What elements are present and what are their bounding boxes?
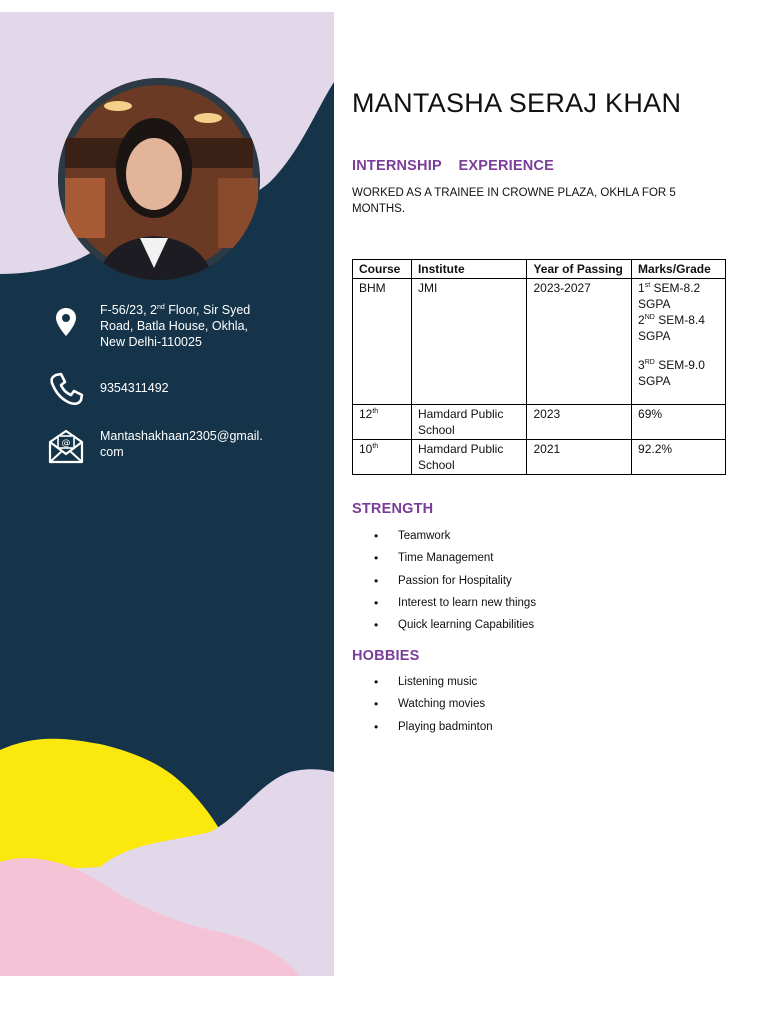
- list-item: • Passion for Hospitality: [352, 573, 536, 595]
- table-row: [353, 405, 726, 440]
- table-row: [353, 279, 726, 405]
- list-item: • Playing badminton: [352, 719, 493, 741]
- sidebar: [0, 12, 334, 976]
- list-item: • Watching movies: [352, 696, 493, 718]
- phone-text: 9354311492: [100, 381, 169, 395]
- internship-heading: INTERNSHIP EXPERIENCE: [352, 158, 554, 174]
- list-item: • Listening music: [352, 674, 493, 696]
- table-header-row: [353, 260, 726, 279]
- table-row: [353, 440, 726, 475]
- strength-list: [352, 528, 536, 639]
- email-text: Mantashakhaan2305@gmail. com: [100, 429, 263, 459]
- course-cell: 10th: [353, 440, 412, 475]
- course-cell: 12th: [353, 405, 412, 440]
- address-text: F-56/23, 2nd Floor, Sir Syed Road, Batla House, Okhla, New Delhi-110025: [100, 303, 251, 349]
- institute-cell: Hamdard Public School: [411, 440, 527, 475]
- strength-heading: STRENGTH: [352, 501, 434, 517]
- institute-cell: JMI: [411, 279, 527, 405]
- contact-email: [46, 426, 280, 466]
- email-icon: [46, 426, 86, 466]
- grade-cell: 1st SEM-8.2 SGPA 2ND SEM-8.4 SGPA 3RD SEM-9.0 SGPA: [632, 279, 726, 405]
- list-item: • Quick learning Capabilities: [352, 617, 536, 639]
- internship-text: WORKED AS A TRAINEE IN CROWNE PLAZA, OKHLA FOR 5 MONTHS.: [352, 187, 676, 215]
- education-table: [352, 259, 726, 475]
- list-item: • Interest to learn new things: [352, 595, 536, 617]
- grade-cell: 92.2%: [632, 440, 726, 475]
- header-year: Year of Passing: [527, 260, 632, 279]
- institute-cell: Hamdard Public School: [411, 405, 527, 440]
- hobbies-heading: HOBBIES: [352, 648, 420, 664]
- phone-icon: [46, 369, 86, 409]
- header-grade: Marks/Grade: [632, 260, 726, 279]
- grade-cell: 69%: [632, 405, 726, 440]
- list-item: • Time Management: [352, 550, 536, 572]
- year-cell: 2021: [527, 440, 632, 475]
- contact-address: [46, 302, 280, 350]
- header-course: Course: [353, 260, 412, 279]
- location-icon: [46, 302, 86, 342]
- hobbies-list: [352, 674, 493, 741]
- course-cell: BHM: [353, 279, 412, 405]
- list-item: • Teamwork: [352, 528, 536, 550]
- year-cell: 2023-2027: [527, 279, 632, 405]
- candidate-name: MANTASHA SERAJ KHAN: [352, 88, 682, 118]
- profile-photo: [58, 78, 260, 280]
- year-cell: 2023: [527, 405, 632, 440]
- contact-phone: [46, 369, 280, 409]
- header-institute: Institute: [411, 260, 527, 279]
- svg-text:@: @: [61, 438, 71, 449]
